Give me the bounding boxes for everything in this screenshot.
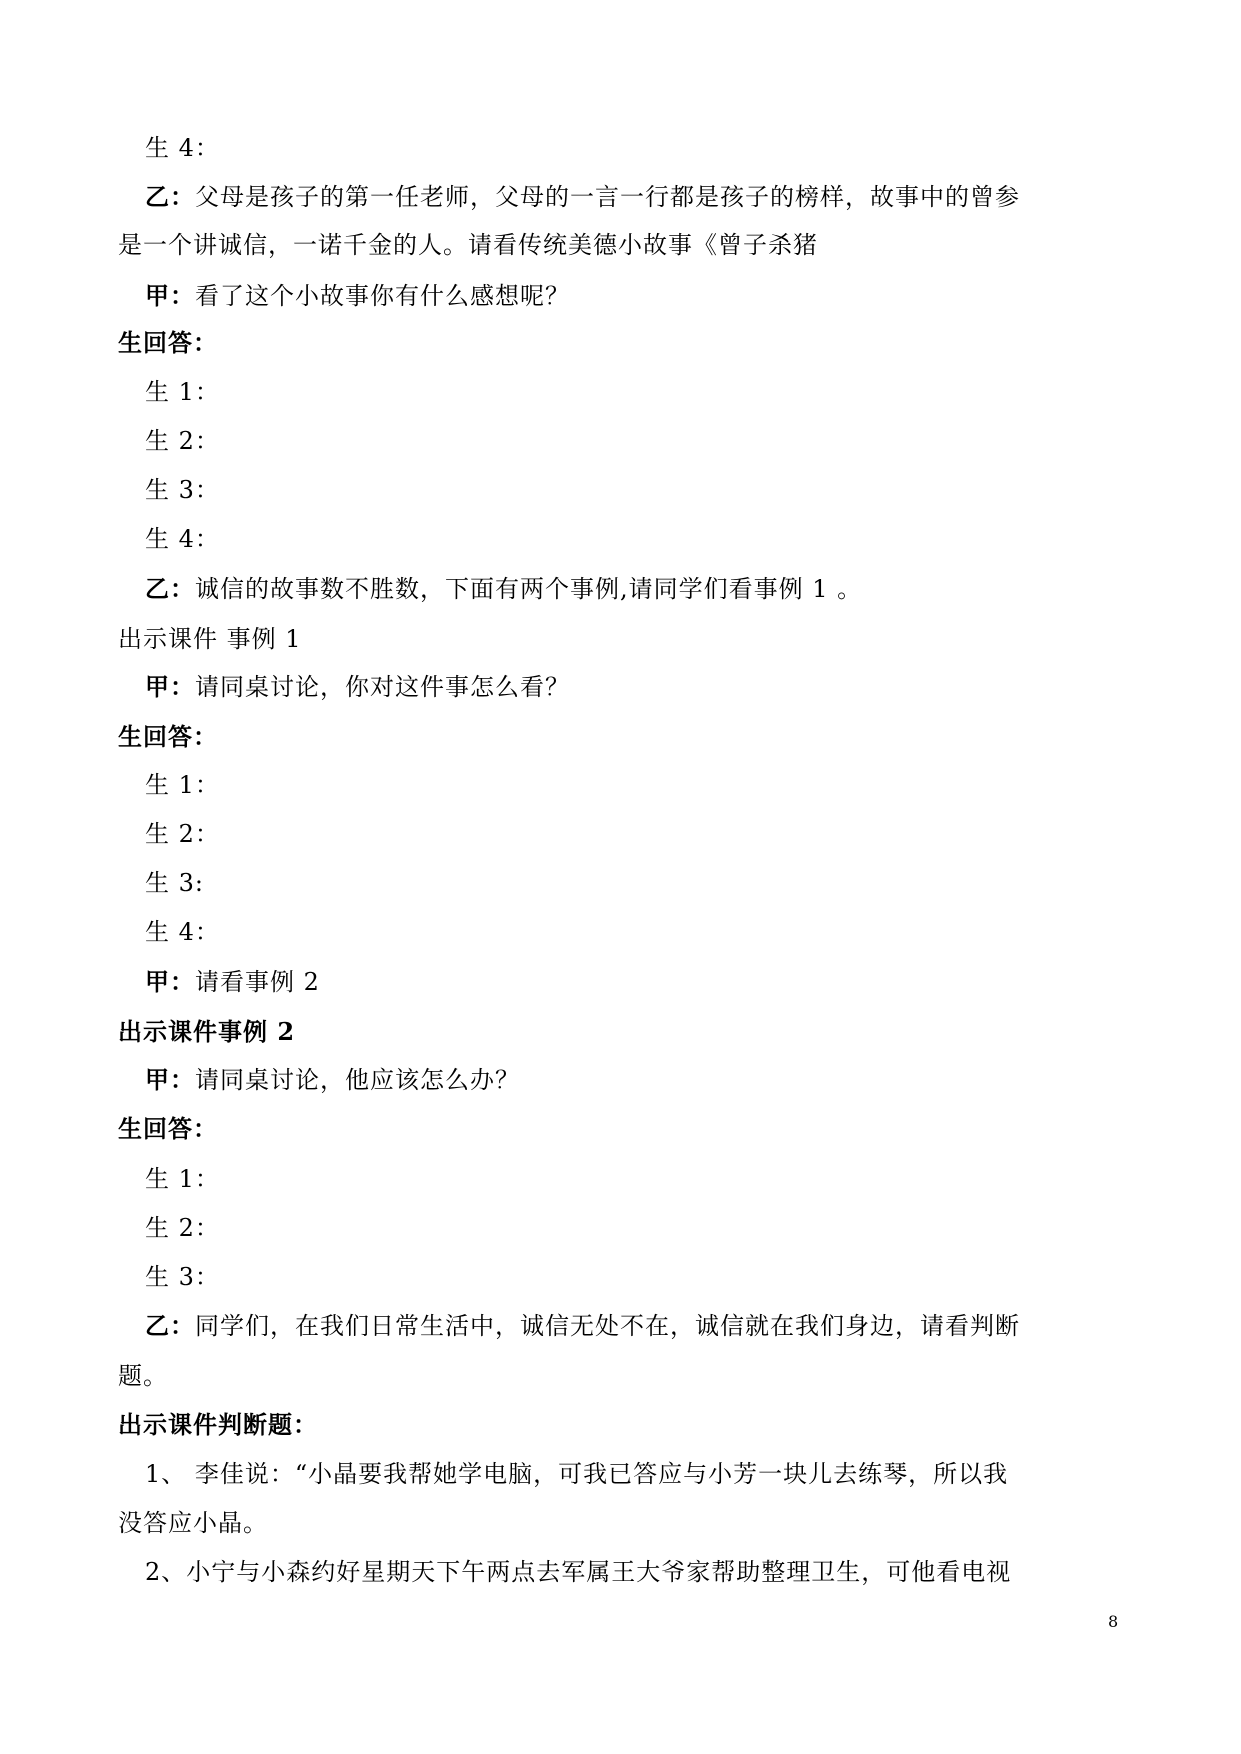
line-student-4-b: 生 4： <box>145 525 220 553</box>
speaker-label: 甲： <box>145 967 195 996</box>
line-show-slide-1: 出示课件 事例 1 <box>118 625 302 653</box>
line-student-3-a: 生 3： <box>145 476 220 504</box>
line-yi-speech-1: 乙：父母是孩子的第一任老师，父母的一言一行都是孩子的榜样，故事中的曾参 <box>145 182 1020 211</box>
line-jia-speech-1: 甲：看了这个小故事你有什么感想呢？ <box>145 281 570 310</box>
speaker-label: 乙： <box>145 574 195 603</box>
speaker-label: 甲： <box>145 281 195 310</box>
line-question-2: 2、小宁与小森约好星期天下午两点去军属王大爷家帮助整理卫生，可他看电视 <box>145 1558 1012 1586</box>
line-jia-speech-2: 甲：请同桌讨论，你对这件事怎么看？ <box>145 672 570 701</box>
speaker-label: 甲： <box>145 1065 195 1094</box>
heading-student-answer-2: 生回答： <box>118 722 218 751</box>
line-student-3-c: 生 3： <box>145 1263 220 1291</box>
line-student-3-b: 生 3: <box>145 869 204 897</box>
heading-show-slide-2: 出示课件事例 2 <box>118 1017 296 1046</box>
page-number: 8 <box>1108 1612 1119 1631</box>
line-continuation-1: 是一个讲诚信，一诺千金的人。请看传统美德小故事《曾子杀猪 <box>118 231 818 259</box>
speaker-label: 乙： <box>145 1311 195 1340</box>
speaker-label: 甲： <box>145 672 195 701</box>
line-yi-speech-3: 乙：同学们，在我们日常生活中，诚信无处不在，诚信就在我们身边，请看判断 <box>145 1311 1020 1340</box>
heading-student-answer-1: 生回答： <box>118 328 218 357</box>
heading-student-answer-3: 生回答： <box>118 1114 218 1143</box>
line-student-1-a: 生 1： <box>145 378 220 406</box>
line-student-2-c: 生 2： <box>145 1214 220 1242</box>
line-jia-speech-4: 甲：请同桌讨论，他应该怎么办？ <box>145 1065 520 1094</box>
line-student-1-b: 生 1： <box>145 771 220 799</box>
line-question-1: 1、 李佳说：“小晶要我帮她学电脑，可我已答应与小芳一块儿去练琴，所以我 <box>145 1460 1009 1488</box>
line-yi-speech-2: 乙：诚信的故事数不胜数，下面有两个事例,请同学们看事例 1 。 <box>145 574 863 603</box>
line-jia-speech-3: 甲：请看事例 2 <box>145 967 320 996</box>
speaker-label: 乙： <box>145 182 195 211</box>
heading-true-false: 出示课件判断题： <box>118 1410 318 1439</box>
line-student-4-c: 生 4： <box>145 918 220 946</box>
line-continuation-2: 题。 <box>118 1362 168 1390</box>
line-question-1-cont: 没答应小晶。 <box>118 1509 268 1537</box>
line-student-4-a: 生 4： <box>145 134 220 162</box>
line-student-2-b: 生 2： <box>145 820 220 848</box>
line-student-1-c: 生 1： <box>145 1165 220 1193</box>
line-student-2-a: 生 2： <box>145 427 220 455</box>
